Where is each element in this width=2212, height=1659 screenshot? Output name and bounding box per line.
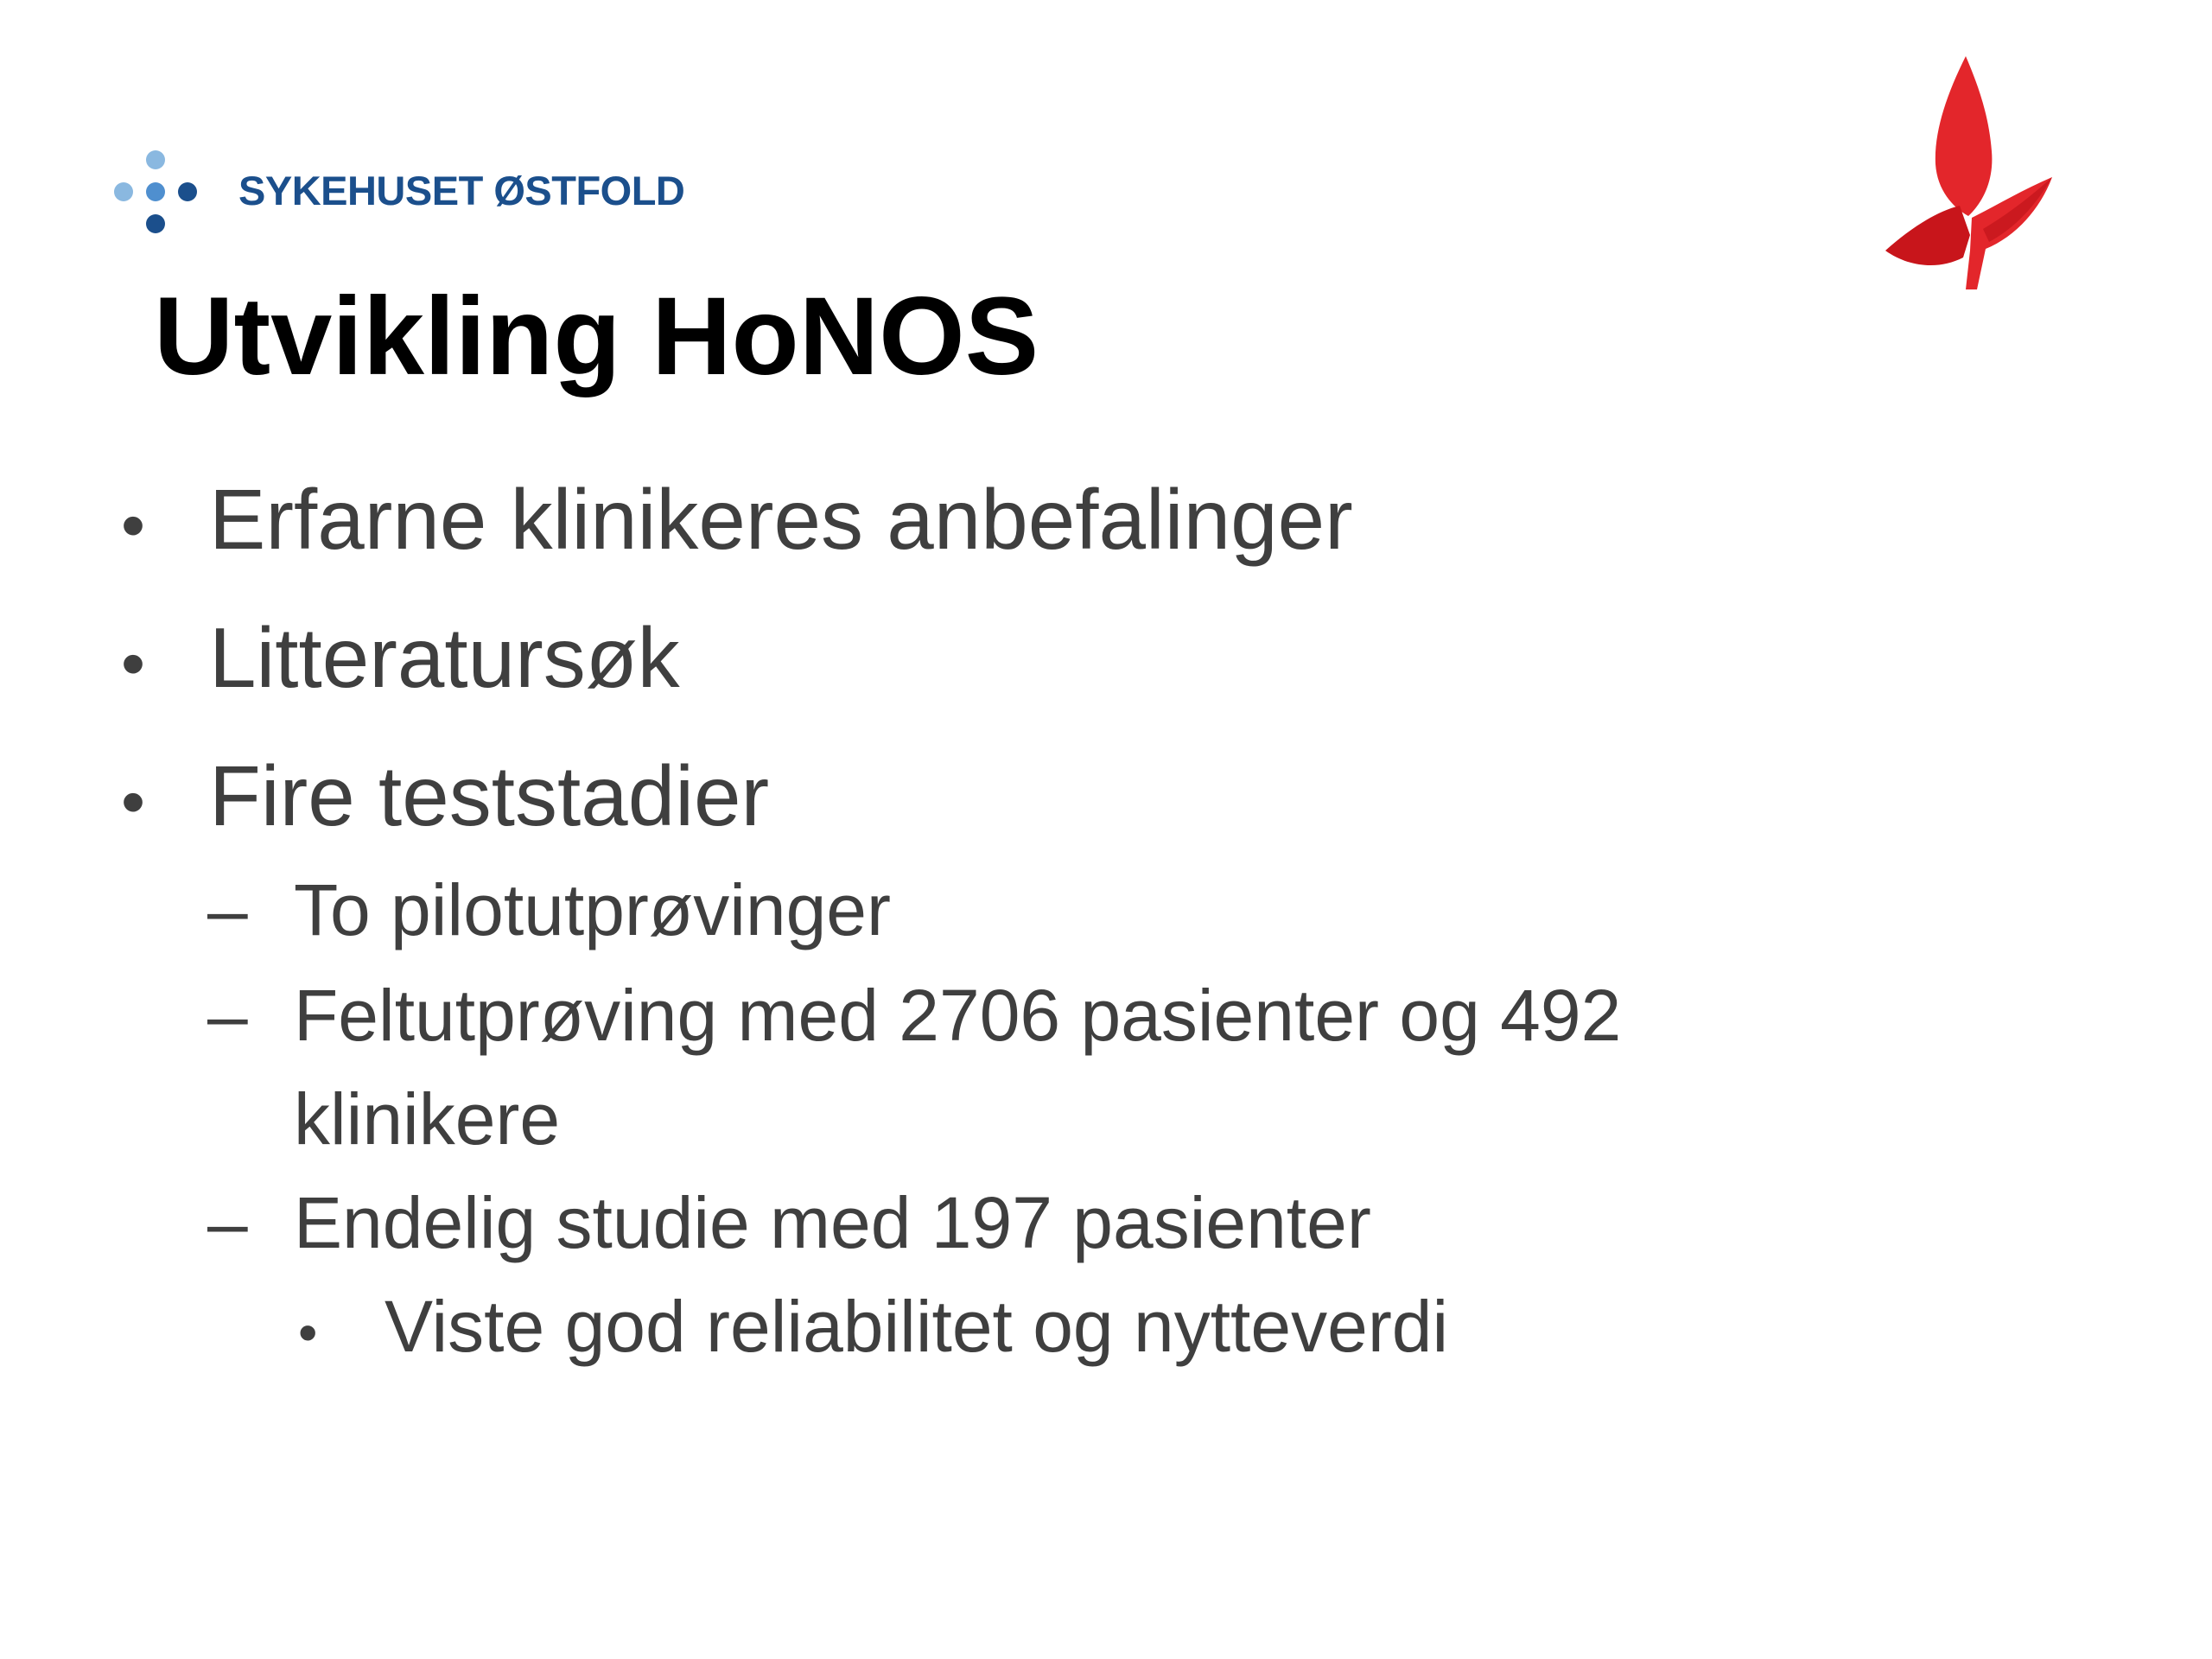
sub-list-item (207, 868, 891, 952)
sub-sub-list-item (298, 1285, 1448, 1369)
list-item (121, 609, 680, 707)
list-item-text: Erfarne klinikeres anbefalinger (209, 472, 1353, 567)
list-item-text: Litteratursøk (209, 610, 680, 705)
sub-list-item (207, 974, 1621, 1058)
bullet-marker: • (298, 1301, 318, 1363)
sub-sub-list-item-text: Viste god reliabilitet og nytteverdi (385, 1286, 1449, 1367)
bullet-marker: • (121, 486, 146, 563)
dash-marker: – (207, 975, 248, 1056)
list-item (121, 747, 769, 845)
slide-title: Utvikling HoNOS (154, 275, 1039, 398)
sub-list-item-text: Endelig studie med 197 pasienter (294, 1182, 1371, 1263)
dash-marker: – (207, 1182, 248, 1263)
list-item (121, 471, 1353, 569)
sub-list-item-text: Feltutprøving med 2706 pasienter og 492 (294, 975, 1622, 1056)
dash-marker: – (207, 869, 248, 950)
sub-list-item (207, 1181, 1371, 1265)
sub-list-item-text: To pilotutprøvinger (294, 869, 891, 950)
list-item-text: Fire teststadier (209, 748, 770, 843)
bullet-marker: • (121, 763, 146, 840)
bullet-marker: • (121, 625, 146, 702)
logo-text: SYKEHUSET ØSTFOLD (238, 167, 685, 213)
sub-list-item-continuation: klinikere (294, 1078, 561, 1160)
